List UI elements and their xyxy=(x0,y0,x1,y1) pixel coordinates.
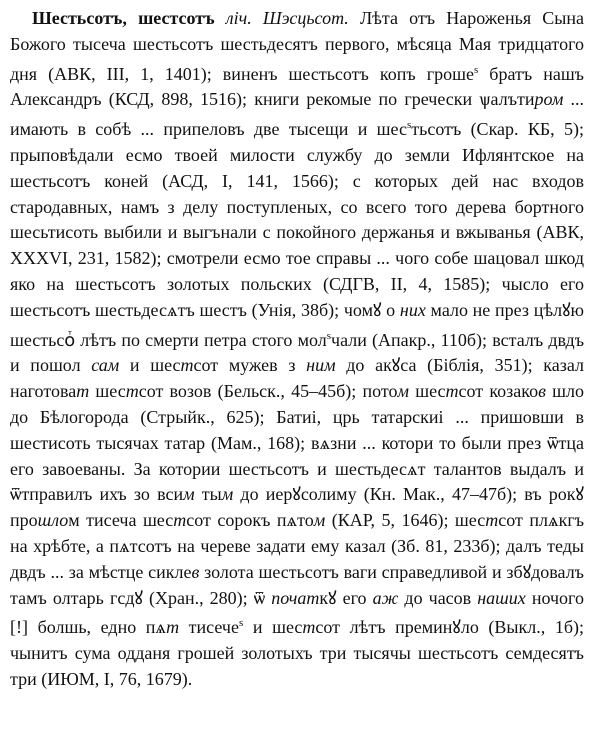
body-segment: s xyxy=(238,617,244,630)
body-segment: т xyxy=(180,355,194,376)
headword: Шестьсотъ, шестсотъ xyxy=(32,8,215,28)
body-segment: золота шестьсотъ ваги справедливой и збꙋдовалъ тамъ олтарь гсдꙋ (Хран., 280); xyxy=(10,561,584,608)
body-segment: тьсотъ (Скар. КБ, 5); прыповѣдали есмо твоей милости службу до земли Ифлянтское на шестьсотъ коней (АСД, І, 141, 1566); с которых дей нас входов стародавных, намъ з делу поступленых, со всего того дерева бортного шесьтисоть выбили и выгънали с покойного держанья и вжыванья (АВК, XXXVI, 231, 1582); смотрели есмо тое справы ... чого собе шацовал шкод яко на шестьсотъ золотых польских (СДГВ, II, 4, 1585); чысло его шестьсотъ шестьдесѧтъ шестъ (Унія, 38б); чомꙋ о xyxy=(10,119,584,320)
body-segment: т xyxy=(76,381,90,402)
body-segment: сам xyxy=(91,355,120,376)
body-segment: тисече xyxy=(179,617,239,638)
body-segment: в xyxy=(191,561,200,582)
body-segment: ночого [!] болшь, едно пѧ xyxy=(10,587,584,638)
body-segment: наших xyxy=(477,587,526,608)
entry-body xyxy=(10,8,584,689)
body-segment: шло до Бѣлогорода (Стрыйк., 625); Батиі, црь татарскиі ... пришовши в шестисоть тысячах татар (Мам., 168); вѧзни ... котори то были през ѿтца его завоеваны. За котории шестьсотъ и шестьдесѧт талантов выдалъ и ѿтправилъ ихъ зо вси xyxy=(10,381,585,505)
body-segment: в xyxy=(538,381,546,402)
body-segment: м xyxy=(397,381,409,402)
body-segment: s xyxy=(406,119,412,132)
body-segment: чали (Апакр., 110б); всталъ двдъ и пошол xyxy=(10,329,584,376)
belarusian-equivalent: Шэсцьсот. xyxy=(262,8,349,28)
body-segment: шес xyxy=(89,381,126,402)
body-segment: них xyxy=(399,299,426,320)
body-segment: ты xyxy=(194,484,222,505)
body-segment: т xyxy=(125,381,139,402)
dictionary-entry xyxy=(10,6,584,693)
body-segment: шло xyxy=(37,510,69,531)
body-segment: (КАР, 5, 1646); шес xyxy=(325,510,486,531)
body-segment: и шес xyxy=(243,617,303,638)
body-segment: Лѣта отъ Нароженья Сына Божого тысеча шестьсотъ шестьдесятъ первого, мѣсяца Мая тридцатого дня (АВК, III, 1, 1401); виненъ шестьсотъ копъ гроше xyxy=(10,8,584,84)
body-segment: до акꙋса (Біблія, 351); казал наготова xyxy=(10,355,584,402)
body-segment: s xyxy=(473,63,479,76)
body-segment: ром xyxy=(534,89,564,110)
body-segment: сот лѣтъ преминꙋло (Выкл., 1б); чынитъ сума одданя грошей золотыхъ три тысячы шестьсотъ семдесятъ три (ИЮМ, I, 76, 1679). xyxy=(10,617,585,689)
body-segment: до иерꙋсолиму (Кн. Мак., 47–47б); въ рокꙋ про xyxy=(10,484,584,531)
body-segment: ... имають в собѣ ... припеловъ две тысещи и шес xyxy=(10,89,584,140)
body-segment: сот мужев з xyxy=(193,355,307,376)
body-segment: до часов xyxy=(398,587,478,608)
body-segment: т xyxy=(485,510,499,531)
body-segment: т xyxy=(166,617,180,638)
body-segment: шес xyxy=(409,381,446,402)
body-segment: мало не през цѣлꙋю шестьсоⷮ лѣтъ по смерти петра стого мол xyxy=(10,299,584,350)
body-segment: т xyxy=(445,381,459,402)
body-segment: почат xyxy=(265,587,320,608)
body-segment: кꙋ его xyxy=(319,587,373,608)
body-segment: братъ нашъ Александръ (КСД, 898, 1516); книги рекомые по гречески ѱалъти xyxy=(10,63,584,110)
body-segment: м xyxy=(183,484,195,505)
body-segment: и шес xyxy=(119,355,181,376)
body-segment: ѿ xyxy=(253,587,266,608)
body-segment: аж xyxy=(372,587,399,608)
body-segment: м тисеча шес xyxy=(68,510,174,531)
body-segment: ним xyxy=(306,355,336,376)
body-segment: м xyxy=(221,484,234,505)
body-segment: сот сорокъ пѧто xyxy=(186,510,314,531)
body-segment: сот возов (Бельск., 45–45б); пото xyxy=(138,381,398,402)
body-segment: сот плѧкгъ на хрѣбте, а пѧтсотъ на череве задати ему казал (Зб. 81, 233б); далъ теды двдъ ... за мѣстце сикле xyxy=(10,510,585,582)
body-segment: т xyxy=(173,510,187,531)
part-of-speech: ліч. xyxy=(225,8,252,28)
body-segment: сот козако xyxy=(458,381,539,402)
body-segment: м xyxy=(313,510,326,531)
body-segment: т xyxy=(302,617,316,638)
body-segment: s xyxy=(326,329,332,342)
